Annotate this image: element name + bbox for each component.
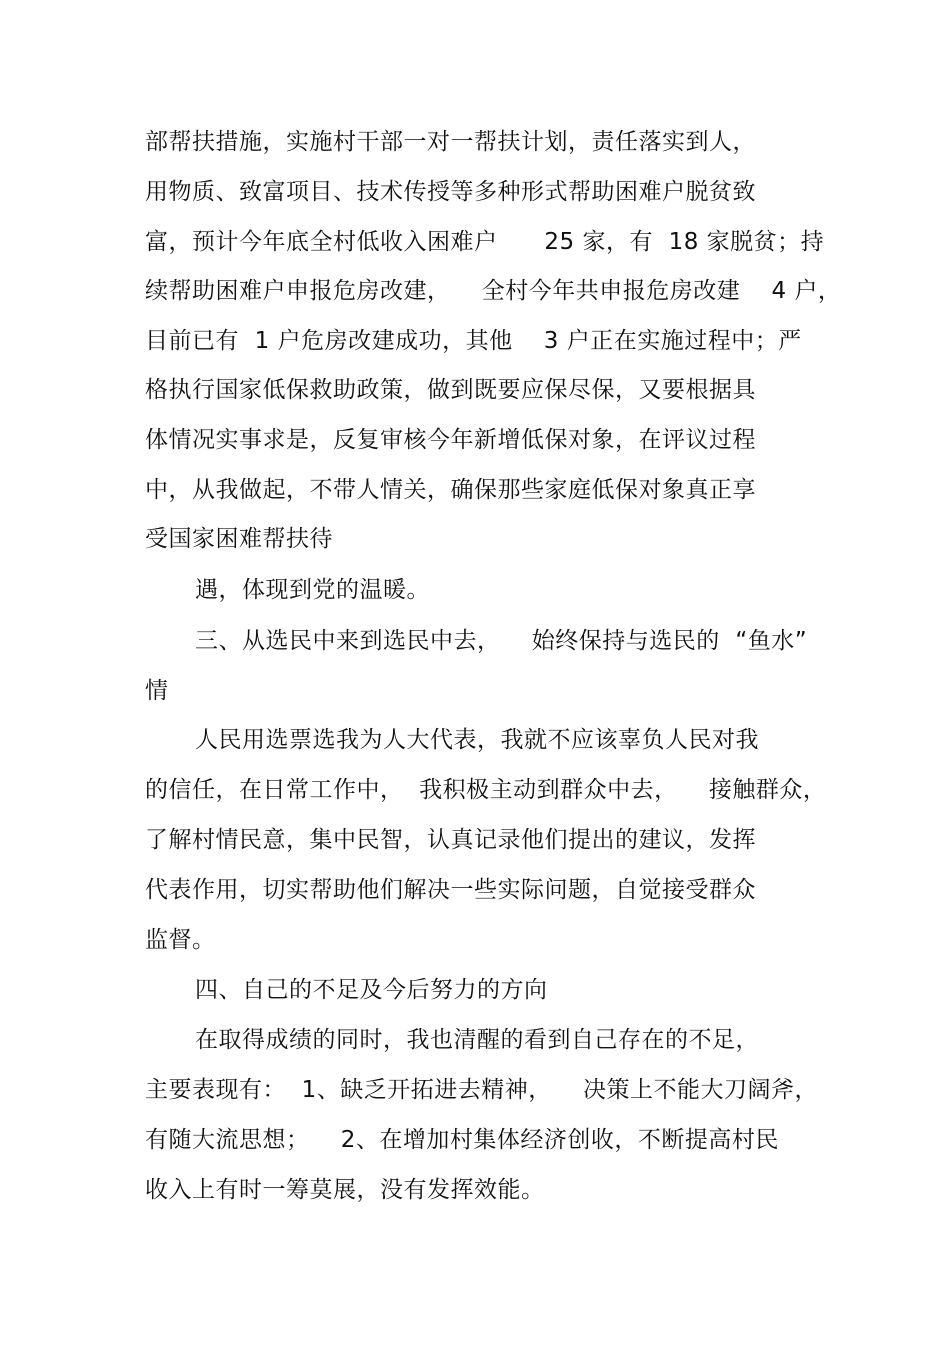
section-heading-3: 三、从选民中来到选民中去， 始终保持与选民的 “鱼水” <box>195 628 808 654</box>
paragraph-line: 遇，体现到党的温暖。 <box>195 577 430 603</box>
paragraph-line: 在取得成绩的同时，我也清醒的看到自己存在的不足， <box>195 1027 759 1053</box>
body-text-line: 受国家困难帮扶待 <box>145 526 333 552</box>
body-text-line: 富，预计今年底全村低收入困难户 25 家，有 18 家脱贫；持 <box>145 229 825 255</box>
body-text-line: 监督。 <box>145 927 216 953</box>
paragraph-line: 人民用选票选我为人大代表，我就不应该辜负人民对我 <box>195 727 759 753</box>
body-text-line: 代表作用，切实帮助他们解决一些实际问题，自觉接受群众 <box>145 877 756 903</box>
section-heading-3-continuation: 情 <box>145 678 169 704</box>
body-text-line: 的信任，在日常工作中， 我积极主动到群众中去， 接触群众， <box>145 777 827 803</box>
body-text-line: 格执行国家低保救助政策，做到既要应保尽保，又要根据具 <box>145 377 756 403</box>
body-text-line: 有随大流思想； 2、在增加村集体经济创收，不断提高村民 <box>145 1127 779 1153</box>
body-text-line: 收入上有时一筹莫展，没有发挥效能。 <box>145 1177 545 1203</box>
body-text-line: 续帮助困难户申报危房改建， 全村今年共申报危房改建 4 户， <box>145 278 842 304</box>
body-text-line: 了解村情民意，集中民智，认真记录他们提出的建议，发挥 <box>145 827 756 853</box>
body-text-line: 中，从我做起，不带人情关，确保那些家庭低保对象真正享 <box>145 477 756 503</box>
section-heading-4: 四、自己的不足及今后努力的方向 <box>195 977 548 1003</box>
body-text-line: 主要表现有： 1、缺乏开拓进去精神， 决策上不能大刀阔斧， <box>145 1077 818 1103</box>
body-text-line: 用物质、致富项目、技术传授等多种形式帮助困难户脱贫致 <box>145 179 756 205</box>
body-text-line: 目前已有 1 户危房改建成功，其他 3 户正在实施过程中；严 <box>145 328 802 354</box>
body-text-line: 体情况实事求是，反复审核今年新增低保对象，在评议过程 <box>145 427 756 453</box>
body-text-line: 部帮扶措施，实施村干部一对一帮扶计划，责任落实到人， <box>145 129 756 155</box>
